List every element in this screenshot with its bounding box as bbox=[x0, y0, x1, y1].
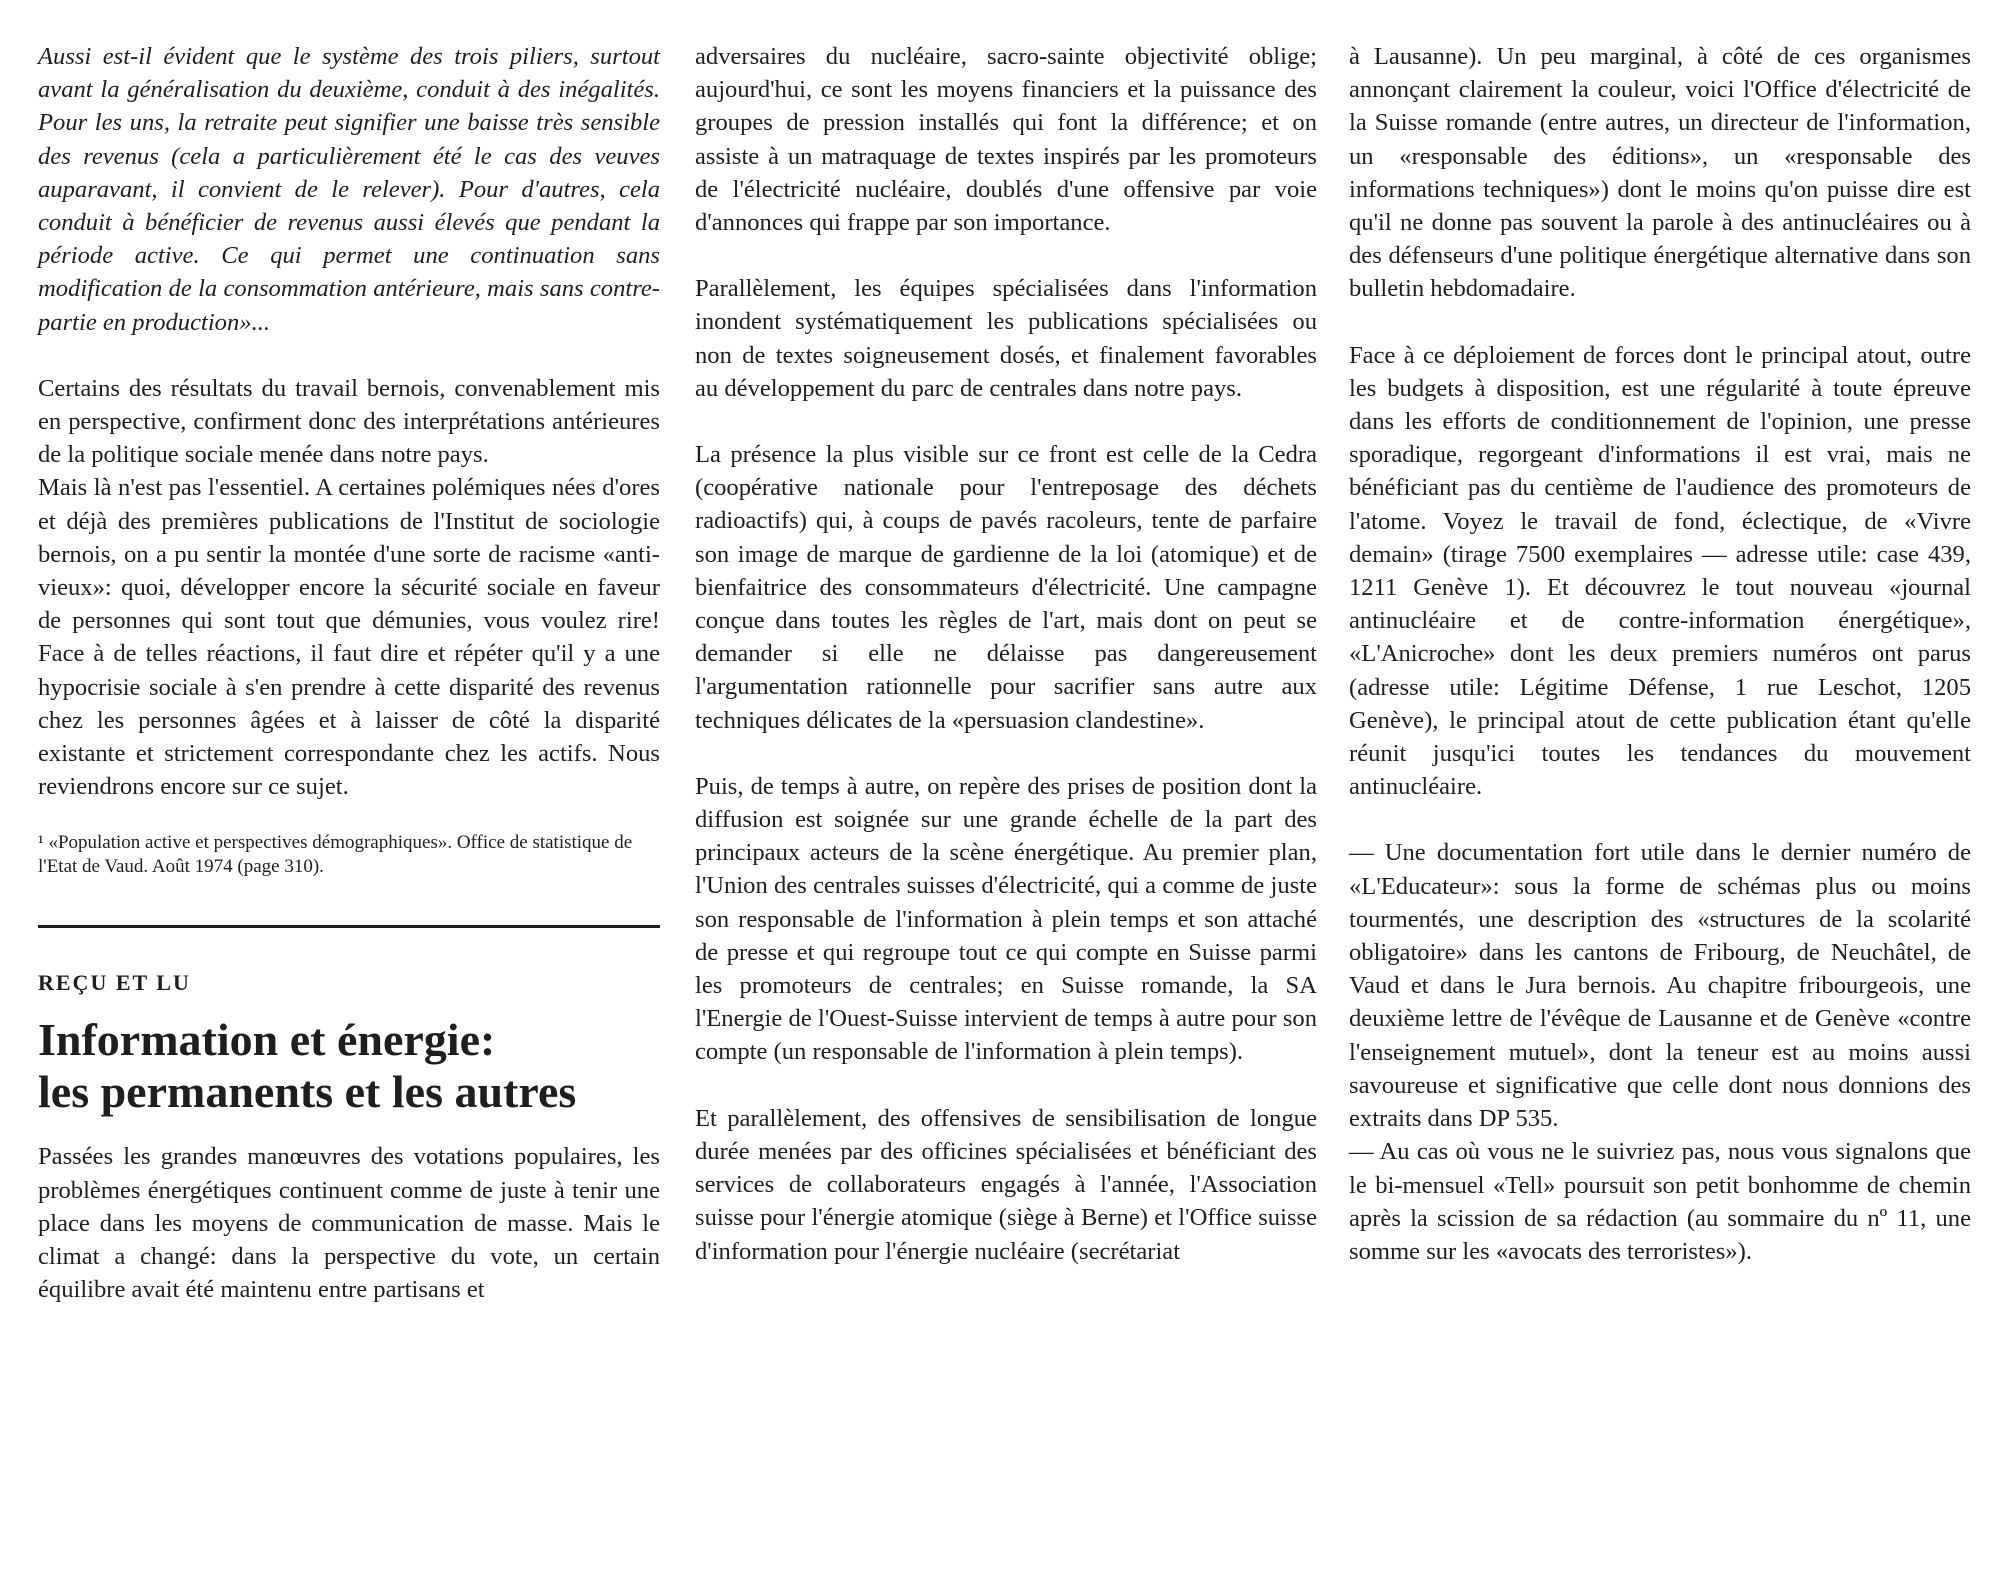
news-item-paragraph: — Une documentation fort utile dans le dernier numéro de «L'Educateur»: sous la forme de schémas plus ou moins tourmentés, une description des «structures de la scolarité obligatoire» dans les cantons de Fribourg, de Neuchâtel, de Vaud et dans le Jura bernois. Au chapitre fribourgeois, une deuxième lettre de l'évêque de Lausanne et de Genève «contre l'enseignement mutuel», dont la teneur est au moins aussi savoureuse et significative que celle dont nous donnions des extraits dans DP 535. bbox=[1349, 839, 1971, 1133]
article-paragraph: Face à ce déploiement de forces dont le principal atout, outre les budgets à disposition, est une régularité à toute épreuve dans les efforts de conditionnement de l'opinion, une presse sporadique, regorgeant d'informations il est vrai, mais ne bénéficiant pas du centième de l'audience des promoteurs de l'atome. Voyez le travail de fond, éclectique, de «Vivre demain» (tirage 7500 exemplaires — adresse utile: case 439, 1211 Genève 1). Et découvrez le tout nouveau «journal antinucléaire et de contre-information énergétique», «L'Anicroche» dont les deux premiers numéros ont parus (adresse utile: Légitime Défense, 1 rue Leschot, 1205 Genève), le principal atout de cette publication étant qu'elle réunit jusqu'ici toutes les tendances du mouvement antinucléaire. bbox=[1349, 341, 1971, 801]
section-kicker: REÇU ET LU bbox=[38, 970, 191, 996]
article-paragraph: Puis, de temps à autre, on repère des prises de position dont la diffusion est soignée sur une grande échelle de la part des principaux acteurs de la scène énergétique. Au premier plan, l'Union des centrales suisses d'électricité, qui a comme de juste son responsable de l'information à plein temps et son attaché de presse et qui regroupe tout ce qui compte en Suisse parmi les promoteurs de centrales; en Suisse romande, la SA l'Energie de l'Ouest-Suisse intervient de temps à autre pour son compte (un responsable de l'information à plein temps). bbox=[695, 772, 1317, 1066]
article-paragraph: à Lausanne). Un peu marginal, à côté de ces organismes annonçant clairement la couleur, voici l'Office d'électricité de la Suisse romande (entre autres, un directeur de l'information, un «responsable des éditions», un «responsable des informations techniques») dont le moins qu'on puisse dire est qu'il ne donne pas souvent la parole à des antinucléaires ou à des défenseurs d'une politique énergétique alternative dans son bulletin hebdomadaire. bbox=[1349, 43, 1971, 303]
body-paragraph: Mais là n'est pas l'essentiel. A certaines polémiques nées d'ores et déjà des premières publications de l'Institut de sociologie bernois, on a pu sentir la montée d'une sorte de racisme «anti-vieux»: quoi, développer encore la sécurité sociale en faveur de personnes qui sont tout que démunies, vous voulez rire! Face à de telles réactions, il faut dire et répéter qu'il y a une hypocrisie sociale à s'en prendre à cette disparité des revenus chez les personnes âgées et à laisser de côté la disparité existante et strictement correspondante chez les actifs. Nous reviendrons encore sur ce sujet. bbox=[38, 474, 660, 801]
italic-quote-paragraph: Aussi est-il évident que le système des trois piliers, surtout avant la généralisation du deuxième, conduit à des inégalités. Pour les uns, la retraite peut signifier une baisse très sensible des revenus (cela a particulièrement été le cas des veuves auparavant, il convient de le relever). Pour d'autres, cela conduit à bénéficier de revenus aussi élevés que pendant la période active. Ce qui permet une continuation sans modification de la consommation antérieure, mais sans contre-partie en production»... bbox=[38, 43, 660, 336]
article-paragraph: Parallèlement, les équipes spécialisées dans l'information inondent systématiquement les publications spécialisées ou non de textes soigneusement dosés, et finalement favorables au développement du parc de centrales dans notre pays. bbox=[695, 275, 1317, 402]
body-paragraph: Certains des résultats du travail bernois, convenablement mis en perspective, confirment donc des interprétations antérieures de la politique sociale menée dans notre pays. bbox=[38, 374, 660, 469]
column-2 bbox=[695, 40, 1317, 1268]
footnote: ¹ «Population active et perspectives démographiques». Office de statistique de l'Etat de Vaud. Août 1974 (page 310). bbox=[38, 832, 633, 878]
news-item-paragraph: — Au cas où vous ne le suivriez pas, nous vous signalons que le bi-mensuel «Tell» poursuit son petit bonhomme de chemin après la scission de sa rédaction (au sommaire du nº 11, une somme sur les «avocats des terroristes»). bbox=[1349, 1138, 1971, 1265]
headline-line-1: Information et énergie: bbox=[38, 1014, 496, 1066]
article-paragraph: Passées les grandes manœuvres des votations populaires, les problèmes énergétiques continuent comme de juste à tenir une place dans les moyens de communication de masse. Mais le climat a changé: dans la perspective du vote, un certain équilibre avait été maintenu entre partisans et bbox=[38, 1143, 660, 1304]
section-divider bbox=[38, 925, 660, 928]
article-headline bbox=[38, 1014, 660, 1118]
column-3 bbox=[1349, 40, 1971, 1268]
article-paragraph: adversaires du nucléaire, sacro-sainte objectivité oblige; aujourd'hui, ce sont les moyens financiers et la puissance des groupes de pression installés qui font la différence; et on assiste à un matraquage de textes inspirés par les promoteurs de l'électricité nucléaire, doublés d'une offensive par voie d'annonces qui frappe par son importance. bbox=[695, 43, 1317, 237]
headline-line-2: les permanents et les autres bbox=[38, 1066, 577, 1118]
column-1 bbox=[38, 40, 660, 1306]
article-paragraph: La présence la plus visible sur ce front est celle de la Cedra (coopérative nationale pour l'entreposage des déchets radioactifs) qui, à coups de pavés racoleurs, tente de parfaire son image de marque de gardienne de la loi (atomique) et de bienfaitrice des consommateurs d'électricité. Une campagne conçue dans toutes les règles de l'art, mais dont on peut se demander si elle ne délaisse pas dangereusement l'argumentation rationnelle pour sacrifier sans autre aux techniques délicates de la «persuasion clandestine». bbox=[695, 441, 1317, 734]
article-paragraph: Et parallèlement, des offensives de sensibilisation de longue durée menées par des officines spécialisées et bénéficiant des services de collaborateurs engagés à l'année, l'Association suisse pour l'énergie atomique (siège à Berne) et l'Office suisse d'information pour l'énergie nucléaire (secrétariat bbox=[695, 1104, 1317, 1265]
